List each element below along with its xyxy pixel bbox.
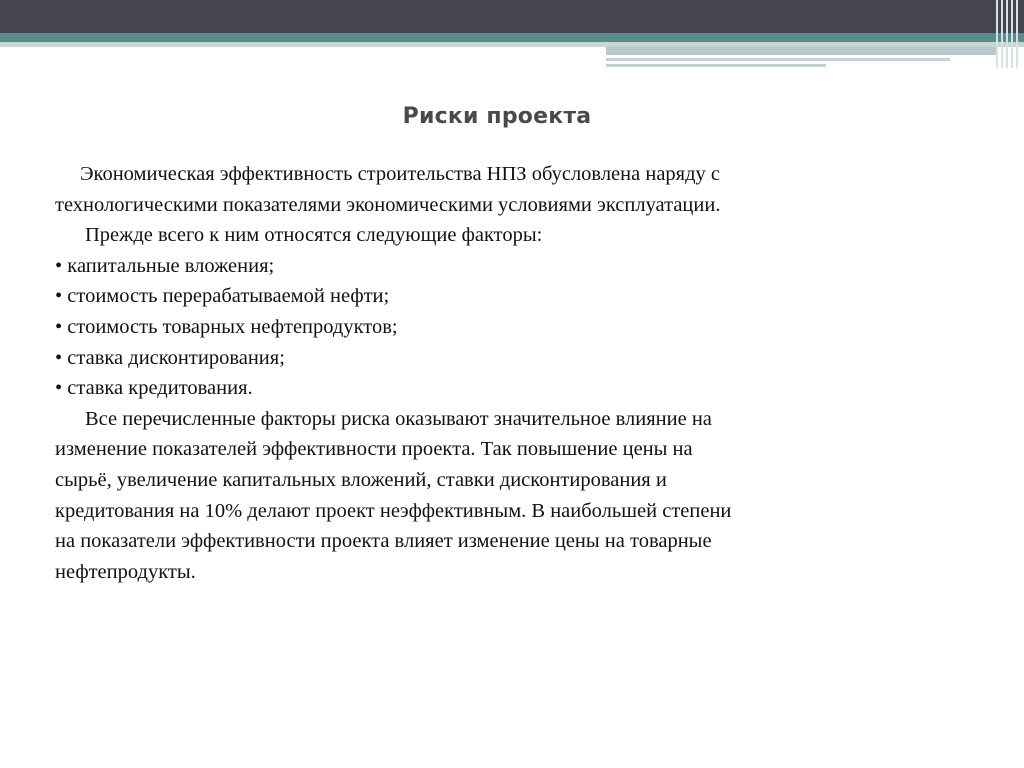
factor-item: • стоимость товарных нефтепродуктов;	[55, 315, 398, 338]
header-vertical-stripe	[1016, 0, 1018, 68]
factor-item: • ставка кредитования.	[55, 377, 253, 400]
header-accent-line	[606, 64, 826, 67]
header-vertical-stripe	[1006, 0, 1008, 68]
conclusion-line: кредитования на 10% делают проект неэффективным. В наибольшей степени	[55, 499, 732, 522]
factor-item: • ставка дисконтирования;	[55, 346, 285, 369]
conclusion-line: сырьё, увеличение капитальных вложений, ставки дисконтирования и	[55, 468, 667, 491]
header-band-dark	[0, 0, 1024, 33]
intro-line: технологическими показателями экономическими условиями эксплуатации.	[55, 193, 721, 216]
factor-item: • стоимость перерабатываемой нефти;	[55, 285, 390, 308]
header-vertical-stripe	[1001, 0, 1003, 68]
header-accent-line	[606, 58, 950, 61]
header-band-accent	[606, 47, 998, 55]
header-vertical-stripe	[1011, 0, 1013, 68]
slide-title: Риски проекта	[402, 104, 592, 129]
header-band-teal	[0, 33, 1024, 42]
slide-body	[55, 159, 935, 587]
conclusion-line: изменение показателей эффективности проекта. Так повышение цены на	[55, 438, 693, 461]
factors-intro: Прежде всего к ним относятся следующие факторы:	[85, 224, 543, 247]
conclusion-line: на показатели эффективности проекта влияет изменение цены на товарные	[55, 530, 712, 553]
conclusion-line: Все перечисленные факторы риска оказывают значительное влияние на	[85, 407, 712, 430]
intro-line: Экономическая эффективность строительства НПЗ обусловлена наряду с	[80, 163, 721, 185]
header-vertical-stripe	[996, 0, 998, 68]
conclusion-line: нефтепродукты.	[55, 560, 196, 583]
factor-item: • капитальные вложения;	[55, 254, 275, 277]
